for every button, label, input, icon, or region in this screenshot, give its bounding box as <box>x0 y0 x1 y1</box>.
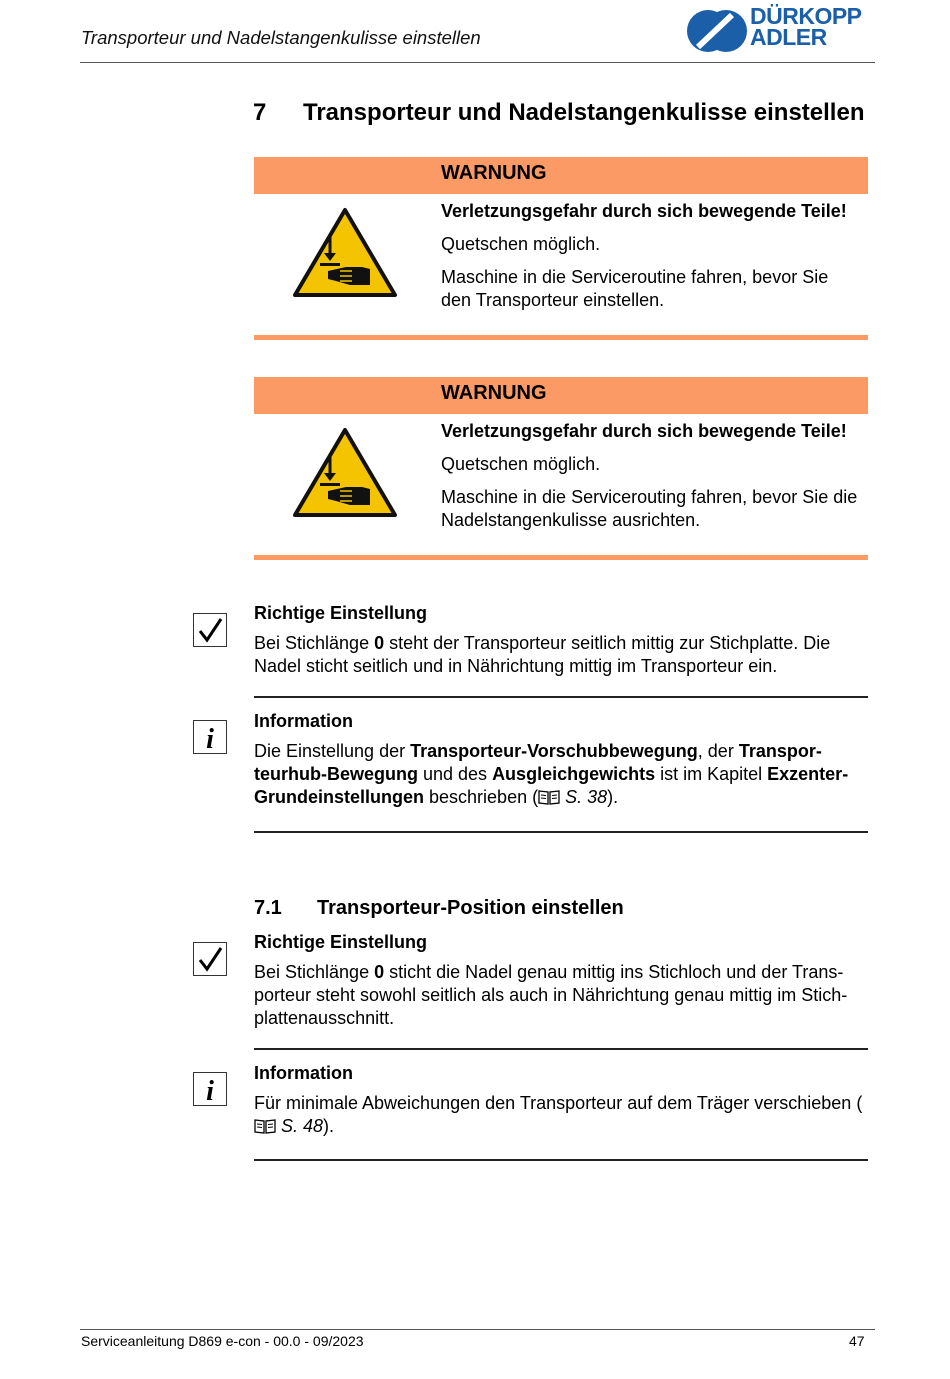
svg-text:i: i <box>206 1076 214 1105</box>
info-text: Die Einstellung der Transporteur-Vorschubbewegung, der Transporteurhub-Bewegung und des Ausgleichgewichts ist im Kapitel Exzenter-Grundeinstellungen beschrieben ( S. 38). <box>254 741 849 807</box>
logo-mark-icon <box>686 9 748 53</box>
header-divider <box>80 62 875 63</box>
note-heading: Richtige Einstellung <box>254 603 428 623</box>
page-reference-link[interactable]: S. 48 <box>281 1116 324 1136</box>
warning-label: WARNUNG <box>441 382 547 404</box>
section-number: 7.1 <box>254 897 282 919</box>
chapter-number: 7 <box>253 99 267 126</box>
warning-bar <box>254 157 868 194</box>
warning-label: WARNUNG <box>441 162 547 184</box>
page-reference-link[interactable]: S. 38 <box>565 787 608 807</box>
duerkopp-adler-logo <box>686 3 871 56</box>
warning-bottom-bar <box>254 335 868 340</box>
checkmark-icon <box>193 942 227 976</box>
logo-line-2: ADLER <box>750 24 827 50</box>
info-heading: Information <box>254 1063 353 1083</box>
warning-bottom-bar <box>254 555 868 560</box>
warning-box <box>254 377 868 562</box>
svg-text:i: i <box>206 724 214 753</box>
checkmark-icon <box>193 613 227 647</box>
warning-heading: Verletzungsgefahr durch sich bewegende Teile! <box>441 201 847 221</box>
running-header-title: Transporteur und Nadelstangenkulisse einstellen <box>81 27 481 48</box>
section-title: Transporteur-Position einstellen <box>317 897 624 919</box>
note-text: Bei Stichlänge 0 steht der Transporteur seitlich mittig zur Stichplatte. Die Nadel sticht seitlich und in Nährichtung mittig im Transporteur ein. <box>254 633 831 676</box>
chapter-title: Transporteur und Nadelstangenkulisse einstellen <box>303 99 865 126</box>
page-number: 47 <box>849 1333 865 1349</box>
info-icon <box>193 720 227 754</box>
warning-line: Maschine in die Serviceroutine fahren, bevor Sie den Transporteur einstellen. <box>441 267 829 310</box>
warning-box <box>254 157 868 342</box>
info-heading: Information <box>254 711 353 731</box>
info-icon <box>193 1072 227 1106</box>
info-text: Für minimale Abweichungen den Transporteur auf dem Träger verschieben ( S. 48). <box>254 1093 863 1136</box>
info-divider <box>254 831 868 833</box>
warning-heading: Verletzungsgefahr durch sich bewegende Teile! <box>441 421 847 441</box>
note-divider <box>254 1048 868 1050</box>
warning-bar <box>254 377 868 414</box>
warning-line: Maschine in die Servicerouting fahren, bevor Sie die Nadelstangenkulisse ausrichten. <box>441 487 858 530</box>
warning-line: Quetschen möglich. <box>441 454 601 474</box>
note-heading: Richtige Einstellung <box>254 932 428 952</box>
note-divider <box>254 696 868 698</box>
logo-line-1: DÜRKOPP <box>750 3 862 29</box>
footer-divider <box>80 1329 875 1330</box>
note-text: Bei Stichlänge 0 sticht die Nadel genau mittig ins Stichloch und der Transporteur steht sowohl seitlich als auch in Nährichtung genau mittig im Stichplattenausschnitt. <box>254 962 848 1028</box>
crush-hazard-icon <box>292 427 398 519</box>
crush-hazard-icon <box>292 207 398 299</box>
book-icon <box>254 1118 276 1134</box>
warning-line: Quetschen möglich. <box>441 234 601 254</box>
book-icon <box>538 789 560 805</box>
footer-document-title: Serviceanleitung D869 e-con - 00.0 - 09/2023 <box>81 1333 364 1349</box>
info-divider <box>254 1159 868 1161</box>
